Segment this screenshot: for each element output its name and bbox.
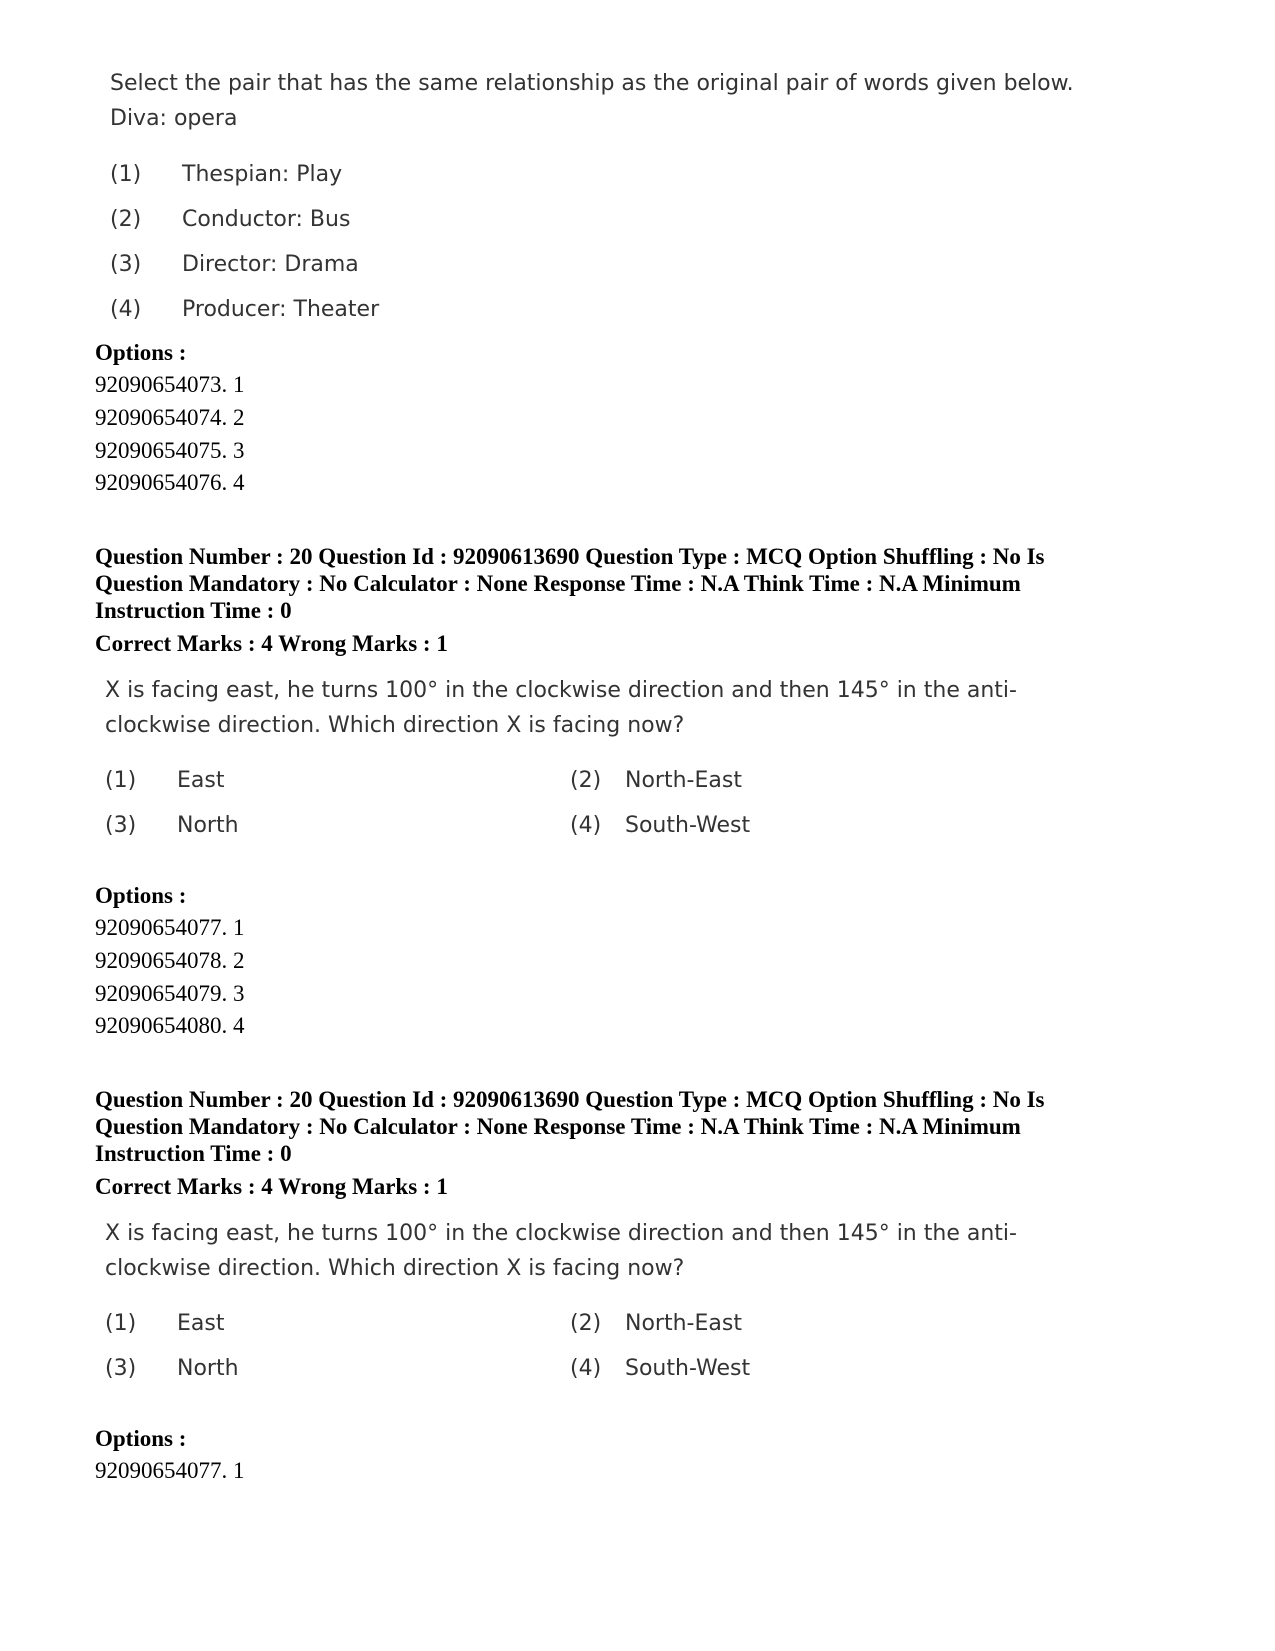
choice-text: Director: Drama <box>182 252 359 277</box>
question-text-line1: Select the pair that has the same relationship as the original pair of words given below. <box>110 71 1074 96</box>
marks-info: Correct Marks : 4 Wrong Marks : 1 <box>95 631 448 656</box>
question-text-line2: clockwise direction. Which direction X is facing now? <box>105 713 685 738</box>
option-id: 92090654076. 4 <box>95 470 245 495</box>
choice-text: North-East <box>625 768 742 793</box>
choice-text: North <box>177 813 239 838</box>
choice-number: (3) <box>110 252 142 277</box>
options-label: Options : <box>95 883 187 908</box>
choice-1 <box>110 162 510 192</box>
question-meta-line3: Instruction Time : 0 <box>95 598 292 623</box>
question-meta-line3: Instruction Time : 0 <box>95 1141 292 1166</box>
option-id: 92090654078. 2 <box>95 948 245 973</box>
choice-1 <box>105 1311 505 1341</box>
choice-text: East <box>177 1311 225 1336</box>
choice-4 <box>570 813 970 843</box>
choice-text: North-East <box>625 1311 742 1336</box>
choice-text: East <box>177 768 225 793</box>
choice-text: Producer: Theater <box>182 297 380 322</box>
choice-number: (1) <box>110 162 142 187</box>
option-id: 92090654080. 4 <box>95 1013 245 1038</box>
question-text-line2: clockwise direction. Which direction X is facing now? <box>105 1256 685 1281</box>
choice-number: (2) <box>110 207 142 232</box>
choice-3 <box>110 252 510 282</box>
option-id: 92090654077. 1 <box>95 915 245 940</box>
question-meta-line2: Question Mandatory : No Calculator : None Response Time : N.A Think Time : N.A Minimum <box>95 571 1021 596</box>
question-text-line1: X is facing east, he turns 100° in the clockwise direction and then 145° in the anti- <box>105 1221 1017 1246</box>
choice-number: (1) <box>105 1311 137 1336</box>
choice-number: (2) <box>570 1311 602 1336</box>
marks-info: Correct Marks : 4 Wrong Marks : 1 <box>95 1174 448 1199</box>
option-id: 92090654075. 3 <box>95 438 245 463</box>
option-id: 92090654073. 1 <box>95 372 245 397</box>
choice-4 <box>570 1356 970 1386</box>
question-meta-line1: Question Number : 20 Question Id : 92090613690 Question Type : MCQ Option Shuffling : No Is <box>95 544 1045 569</box>
options-label: Options : <box>95 1426 187 1451</box>
choice-number: (4) <box>110 297 142 322</box>
choice-3 <box>105 1356 505 1386</box>
question-text-line1: X is facing east, he turns 100° in the clockwise direction and then 145° in the anti- <box>105 678 1017 703</box>
choice-number: (3) <box>105 1356 137 1381</box>
option-id: 92090654074. 2 <box>95 405 245 430</box>
options-label: Options : <box>95 340 187 365</box>
question-text-line2: Diva: opera <box>110 106 238 131</box>
choice-1 <box>105 768 505 798</box>
choice-2 <box>570 1311 970 1341</box>
choice-text: South-West <box>625 813 751 838</box>
choice-text: South-West <box>625 1356 751 1381</box>
question-meta-line2: Question Mandatory : No Calculator : None Response Time : N.A Think Time : N.A Minimum <box>95 1114 1021 1139</box>
choice-number: (1) <box>105 768 137 793</box>
choice-number: (4) <box>570 813 602 838</box>
choice-3 <box>105 813 505 843</box>
choice-number: (2) <box>570 768 602 793</box>
choice-number: (4) <box>570 1356 602 1381</box>
choice-text: Thespian: Play <box>182 162 343 187</box>
option-id: 92090654077. 1 <box>95 1458 245 1483</box>
choice-2 <box>570 768 970 798</box>
choice-2 <box>110 207 510 237</box>
option-id: 92090654079. 3 <box>95 981 245 1006</box>
choice-4 <box>110 297 510 327</box>
choice-number: (3) <box>105 813 137 838</box>
choice-text: Conductor: Bus <box>182 207 351 232</box>
question-meta-line1: Question Number : 20 Question Id : 92090613690 Question Type : MCQ Option Shuffling : No Is <box>95 1087 1045 1112</box>
choice-text: North <box>177 1356 239 1381</box>
